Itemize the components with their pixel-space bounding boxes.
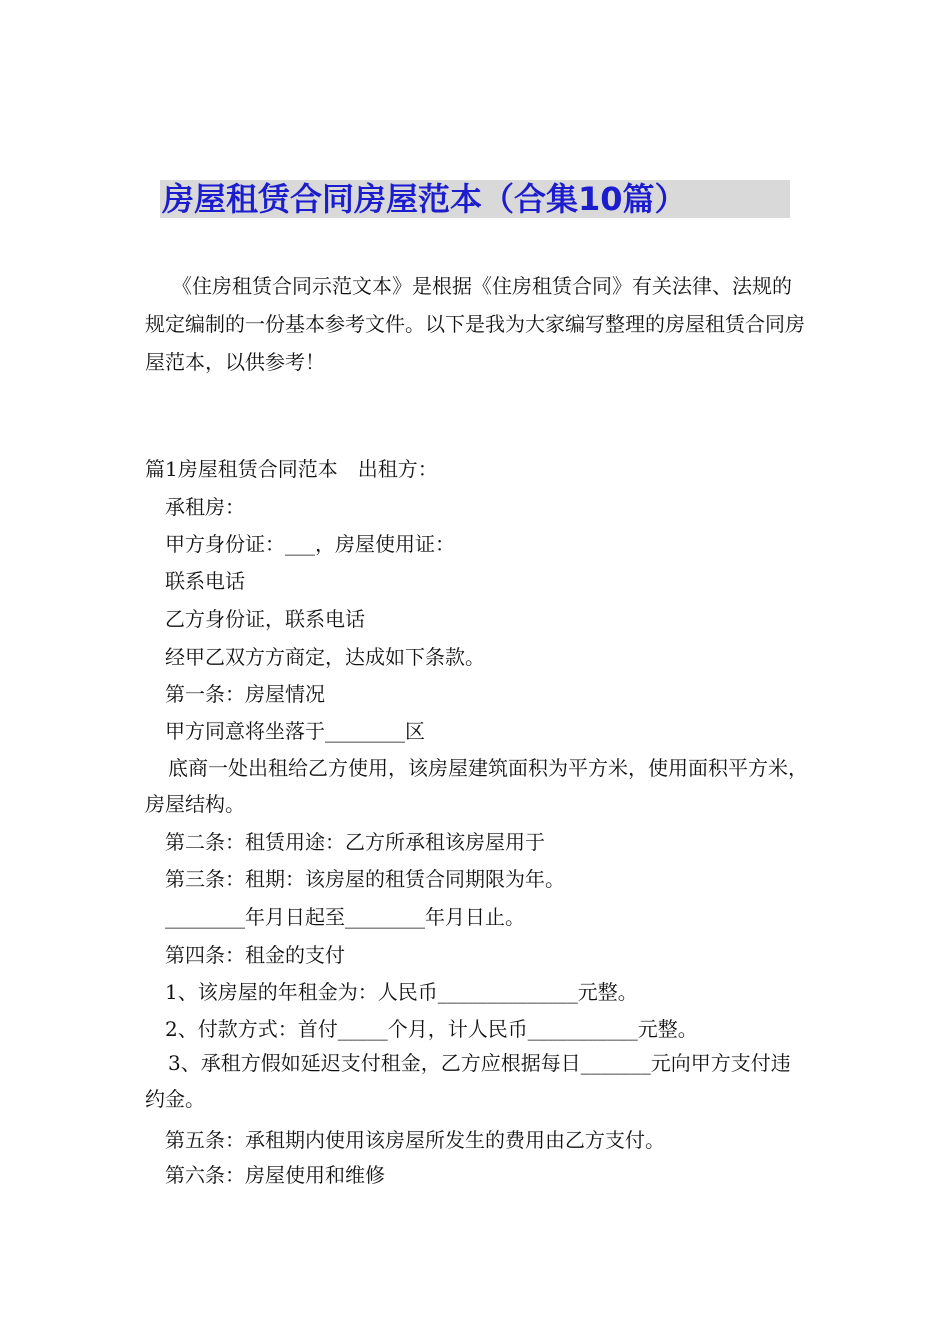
- rent-clause-3: 3、承租方假如延迟支付租金，乙方应根据每日_______元向甲方支付违约金。: [145, 1051, 791, 1111]
- article-3-line: 第三条：租期：该房屋的租赁合同期限为年。: [165, 867, 565, 891]
- lease-period-line: ________年月日起至________年月日止。: [165, 905, 525, 929]
- document-title: 房屋租赁合同房屋范本（合集10篇）: [162, 180, 687, 218]
- section-heading: 篇1房屋租赁合同范本 出租方：: [145, 457, 438, 481]
- premises-paragraph: 底商一处出租给乙方使用，该房屋建筑面积为平方米，使用面积平方米，房屋结构。: [145, 756, 808, 816]
- tenant-line: 承租房：: [165, 495, 245, 519]
- phone-line: 联系电话: [165, 569, 245, 593]
- agreement-line: 经甲乙双方方商定，达成如下条款。: [165, 645, 485, 669]
- location-line: 甲方同意将坐落于________区: [165, 719, 425, 743]
- party-a-id-line: 甲方身份证：___，房屋使用证：: [165, 532, 455, 556]
- rent-clause-1: 1、该房屋的年租金为：人民币______________元整。: [165, 980, 638, 1004]
- rent-clause-2: 2、付款方式：首付_____个月，计人民币___________元整。: [165, 1017, 698, 1041]
- article-6-heading: 第六条：房屋使用和维修: [165, 1163, 385, 1187]
- article-4-heading: 第四条：租金的支付: [165, 943, 345, 967]
- intro-paragraph: 《住房租赁合同示范文本》是根据《住房租赁合同》有关法律、法规的规定编制的一份基本参考文件。以下是我为大家编写整理的房屋租赁合同房屋范本，以供参考！: [145, 274, 805, 374]
- article-2-line: 第二条：租赁用途：乙方所承租该房屋用于: [165, 830, 545, 854]
- article-5-line: 第五条：承租期内使用该房屋所发生的费用由乙方支付。: [165, 1128, 665, 1152]
- party-b-id-line: 乙方身份证，联系电话: [165, 607, 365, 631]
- article-1-heading: 第一条：房屋情况: [165, 682, 325, 706]
